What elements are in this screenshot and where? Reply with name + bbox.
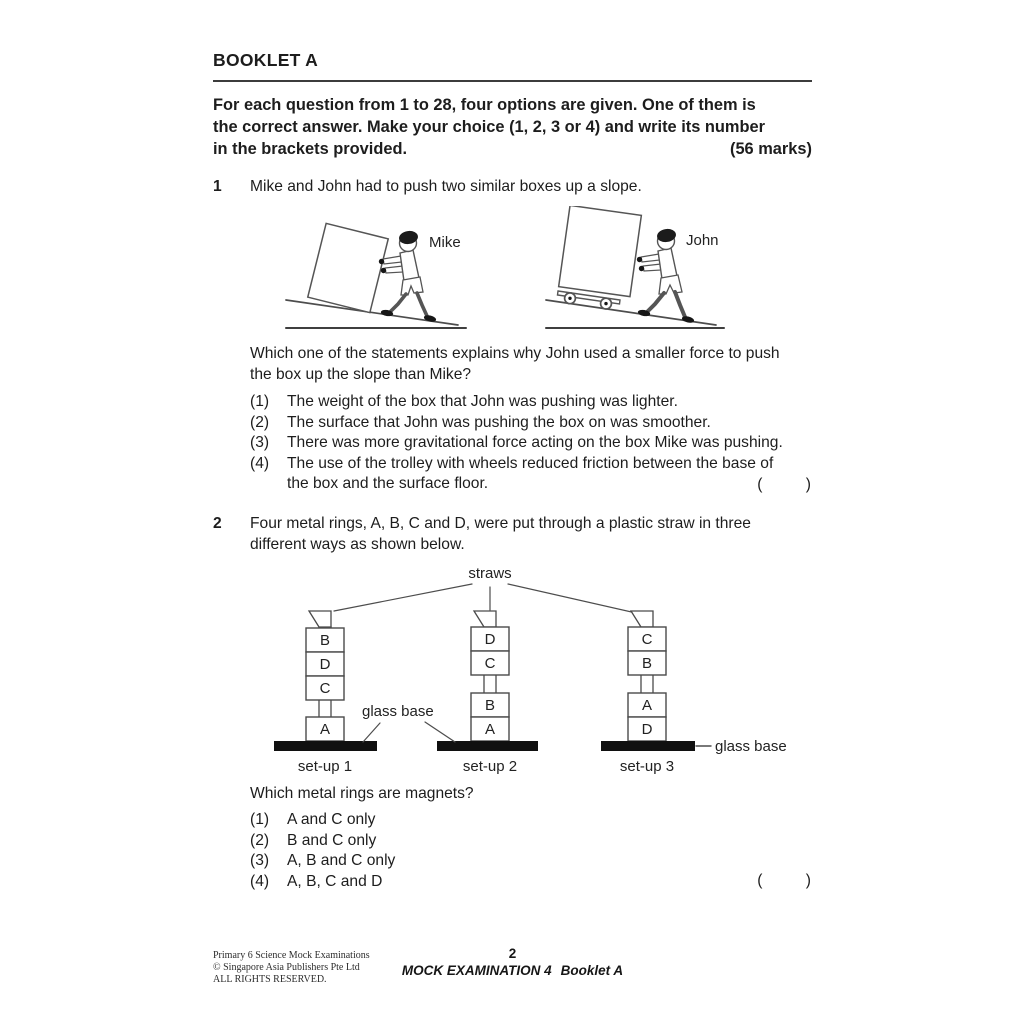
option-text: The weight of the box that John was pushing was lighter.	[287, 393, 678, 410]
ring-letter: C	[641, 631, 653, 648]
stem-line: the box up the slope than Mike?	[250, 365, 472, 383]
setup-2	[437, 611, 538, 775]
question-2	[213, 514, 853, 555]
wheel-hub	[568, 297, 571, 300]
option-number: (3)	[250, 852, 270, 869]
instructions-line: the correct answer. Make your choice (1, 2, 3 or 4) and write its number	[213, 118, 765, 136]
glass-base	[437, 741, 538, 751]
straw-bent-tip	[631, 611, 653, 627]
booklet-title: BOOKLET A	[213, 50, 319, 70]
option-number: (3)	[250, 434, 270, 451]
leg	[648, 293, 664, 311]
question-1-figure	[266, 206, 740, 336]
glass-base-pointer-line	[425, 722, 455, 742]
glass-base	[601, 741, 695, 751]
exam-label: MOCK EXAMINATION 4	[401, 963, 552, 978]
option-number: (2)	[250, 831, 270, 849]
question-2-stem	[250, 784, 811, 805]
straws-pointer-line	[334, 584, 472, 611]
stem-line: Which one of the statements explains why John used a smaller force to push	[250, 345, 780, 362]
question-2-options	[250, 810, 811, 892]
glass-base-label: glass base	[362, 703, 434, 720]
setup-3	[601, 611, 695, 775]
option-number: (1)	[250, 811, 270, 828]
question-1-stem	[250, 344, 811, 385]
torso	[400, 250, 419, 281]
option-text: B and C only	[287, 831, 377, 849]
option-number: (4)	[250, 454, 270, 472]
ring-letter: D	[484, 631, 496, 648]
option-3	[250, 851, 811, 872]
straws-pointer-line	[508, 584, 636, 613]
john-label: John	[686, 232, 719, 249]
instructions-line: For each question from 1 to 28, four options are given. One of them is	[213, 96, 756, 114]
option-1	[250, 392, 811, 413]
glass-base-label: glass base	[715, 738, 787, 755]
arm	[643, 264, 662, 271]
option-number: (2)	[250, 413, 270, 431]
question-1-options	[250, 392, 811, 495]
setup-label: set-up 2	[462, 758, 518, 775]
title-rule	[213, 80, 812, 82]
leg	[675, 292, 685, 317]
setup-label: set-up 3	[619, 758, 675, 775]
imprint-line: © Singapore Asia Publishers Pte Ltd	[213, 962, 360, 973]
question-1-intro: Mike and John had to push two similar boxes up a slope.	[250, 178, 642, 195]
arm	[641, 254, 660, 262]
hand	[639, 266, 644, 271]
question-2-intro: different ways as shown below.	[250, 535, 465, 553]
figure-john	[546, 206, 724, 328]
ring-letter: A	[484, 721, 496, 738]
ring-letter: B	[319, 632, 331, 649]
marks-label: (56 marks)	[729, 140, 812, 158]
straws-label: straws	[468, 565, 512, 582]
arm	[385, 266, 404, 273]
option-text: the box and the surface floor.	[287, 475, 489, 492]
torso	[658, 248, 677, 279]
option-4	[250, 454, 811, 495]
ring-letter: A	[319, 721, 331, 738]
question-2-intro: Four metal rings, A, B, C and D, were put through a plastic straw in three	[250, 515, 751, 532]
option-4	[250, 872, 811, 893]
option-text: The surface that John was pushing the box on was smoother.	[287, 413, 711, 431]
stem-line: Which metal rings are magnets?	[250, 785, 474, 802]
box	[559, 206, 642, 297]
hand	[637, 257, 642, 262]
leg	[417, 293, 427, 316]
question-1-number: 1	[213, 178, 222, 195]
setup-1	[274, 611, 377, 775]
wheel-hub	[604, 302, 607, 305]
question-1	[213, 177, 853, 198]
page-number: 2	[508, 946, 517, 961]
instructions	[213, 94, 812, 160]
option-text: A, B and C only	[287, 852, 396, 869]
option-text: There was more gravitational force acting on the box Mike was pushing.	[287, 434, 783, 451]
option-2	[250, 831, 811, 852]
ring-letter: C	[484, 655, 496, 672]
option-text: The use of the trolley with wheels reduced friction between the base of	[287, 454, 774, 472]
straw-bent-tip	[309, 611, 331, 627]
figure-mike	[286, 223, 466, 328]
hand	[379, 259, 384, 264]
mike-label: Mike	[429, 234, 461, 251]
footer-exam-line	[213, 963, 812, 978]
answer-bracket: ( )	[757, 872, 811, 889]
setup-label: set-up 1	[297, 758, 353, 775]
option-3	[250, 433, 811, 454]
imprint-line: Primary 6 Science Mock Examinations	[213, 950, 370, 961]
option-text: A, B, C and D	[287, 872, 383, 890]
option-number: (1)	[250, 393, 270, 410]
hand	[381, 268, 386, 273]
ring-letter: B	[641, 655, 653, 672]
arm	[383, 256, 402, 264]
question-2-number: 2	[213, 515, 222, 532]
ring-letter: B	[484, 697, 496, 714]
option-text: A and C only	[287, 811, 376, 828]
ring-letter: C	[319, 680, 331, 697]
straw-bent-tip	[474, 611, 496, 627]
leg	[391, 294, 406, 311]
glass-base	[274, 741, 377, 751]
ring-letter: A	[641, 697, 653, 714]
ring-letter: D	[641, 721, 653, 738]
option-1	[250, 810, 811, 831]
shorts	[401, 277, 423, 295]
question-2-diagram	[255, 558, 815, 780]
instructions-line: in the brackets provided.	[213, 140, 408, 158]
booklet-label: Booklet A	[560, 963, 624, 978]
glass-base-pointer-line	[363, 723, 380, 742]
imprint-line: ALL RIGHTS RESERVED.	[213, 974, 327, 985]
option-2	[250, 413, 811, 434]
answer-bracket: ( )	[757, 476, 811, 493]
ring-letter: D	[319, 656, 331, 673]
footer-center	[213, 946, 812, 978]
box	[308, 223, 388, 312]
pants	[659, 275, 682, 294]
option-number: (4)	[250, 872, 270, 890]
